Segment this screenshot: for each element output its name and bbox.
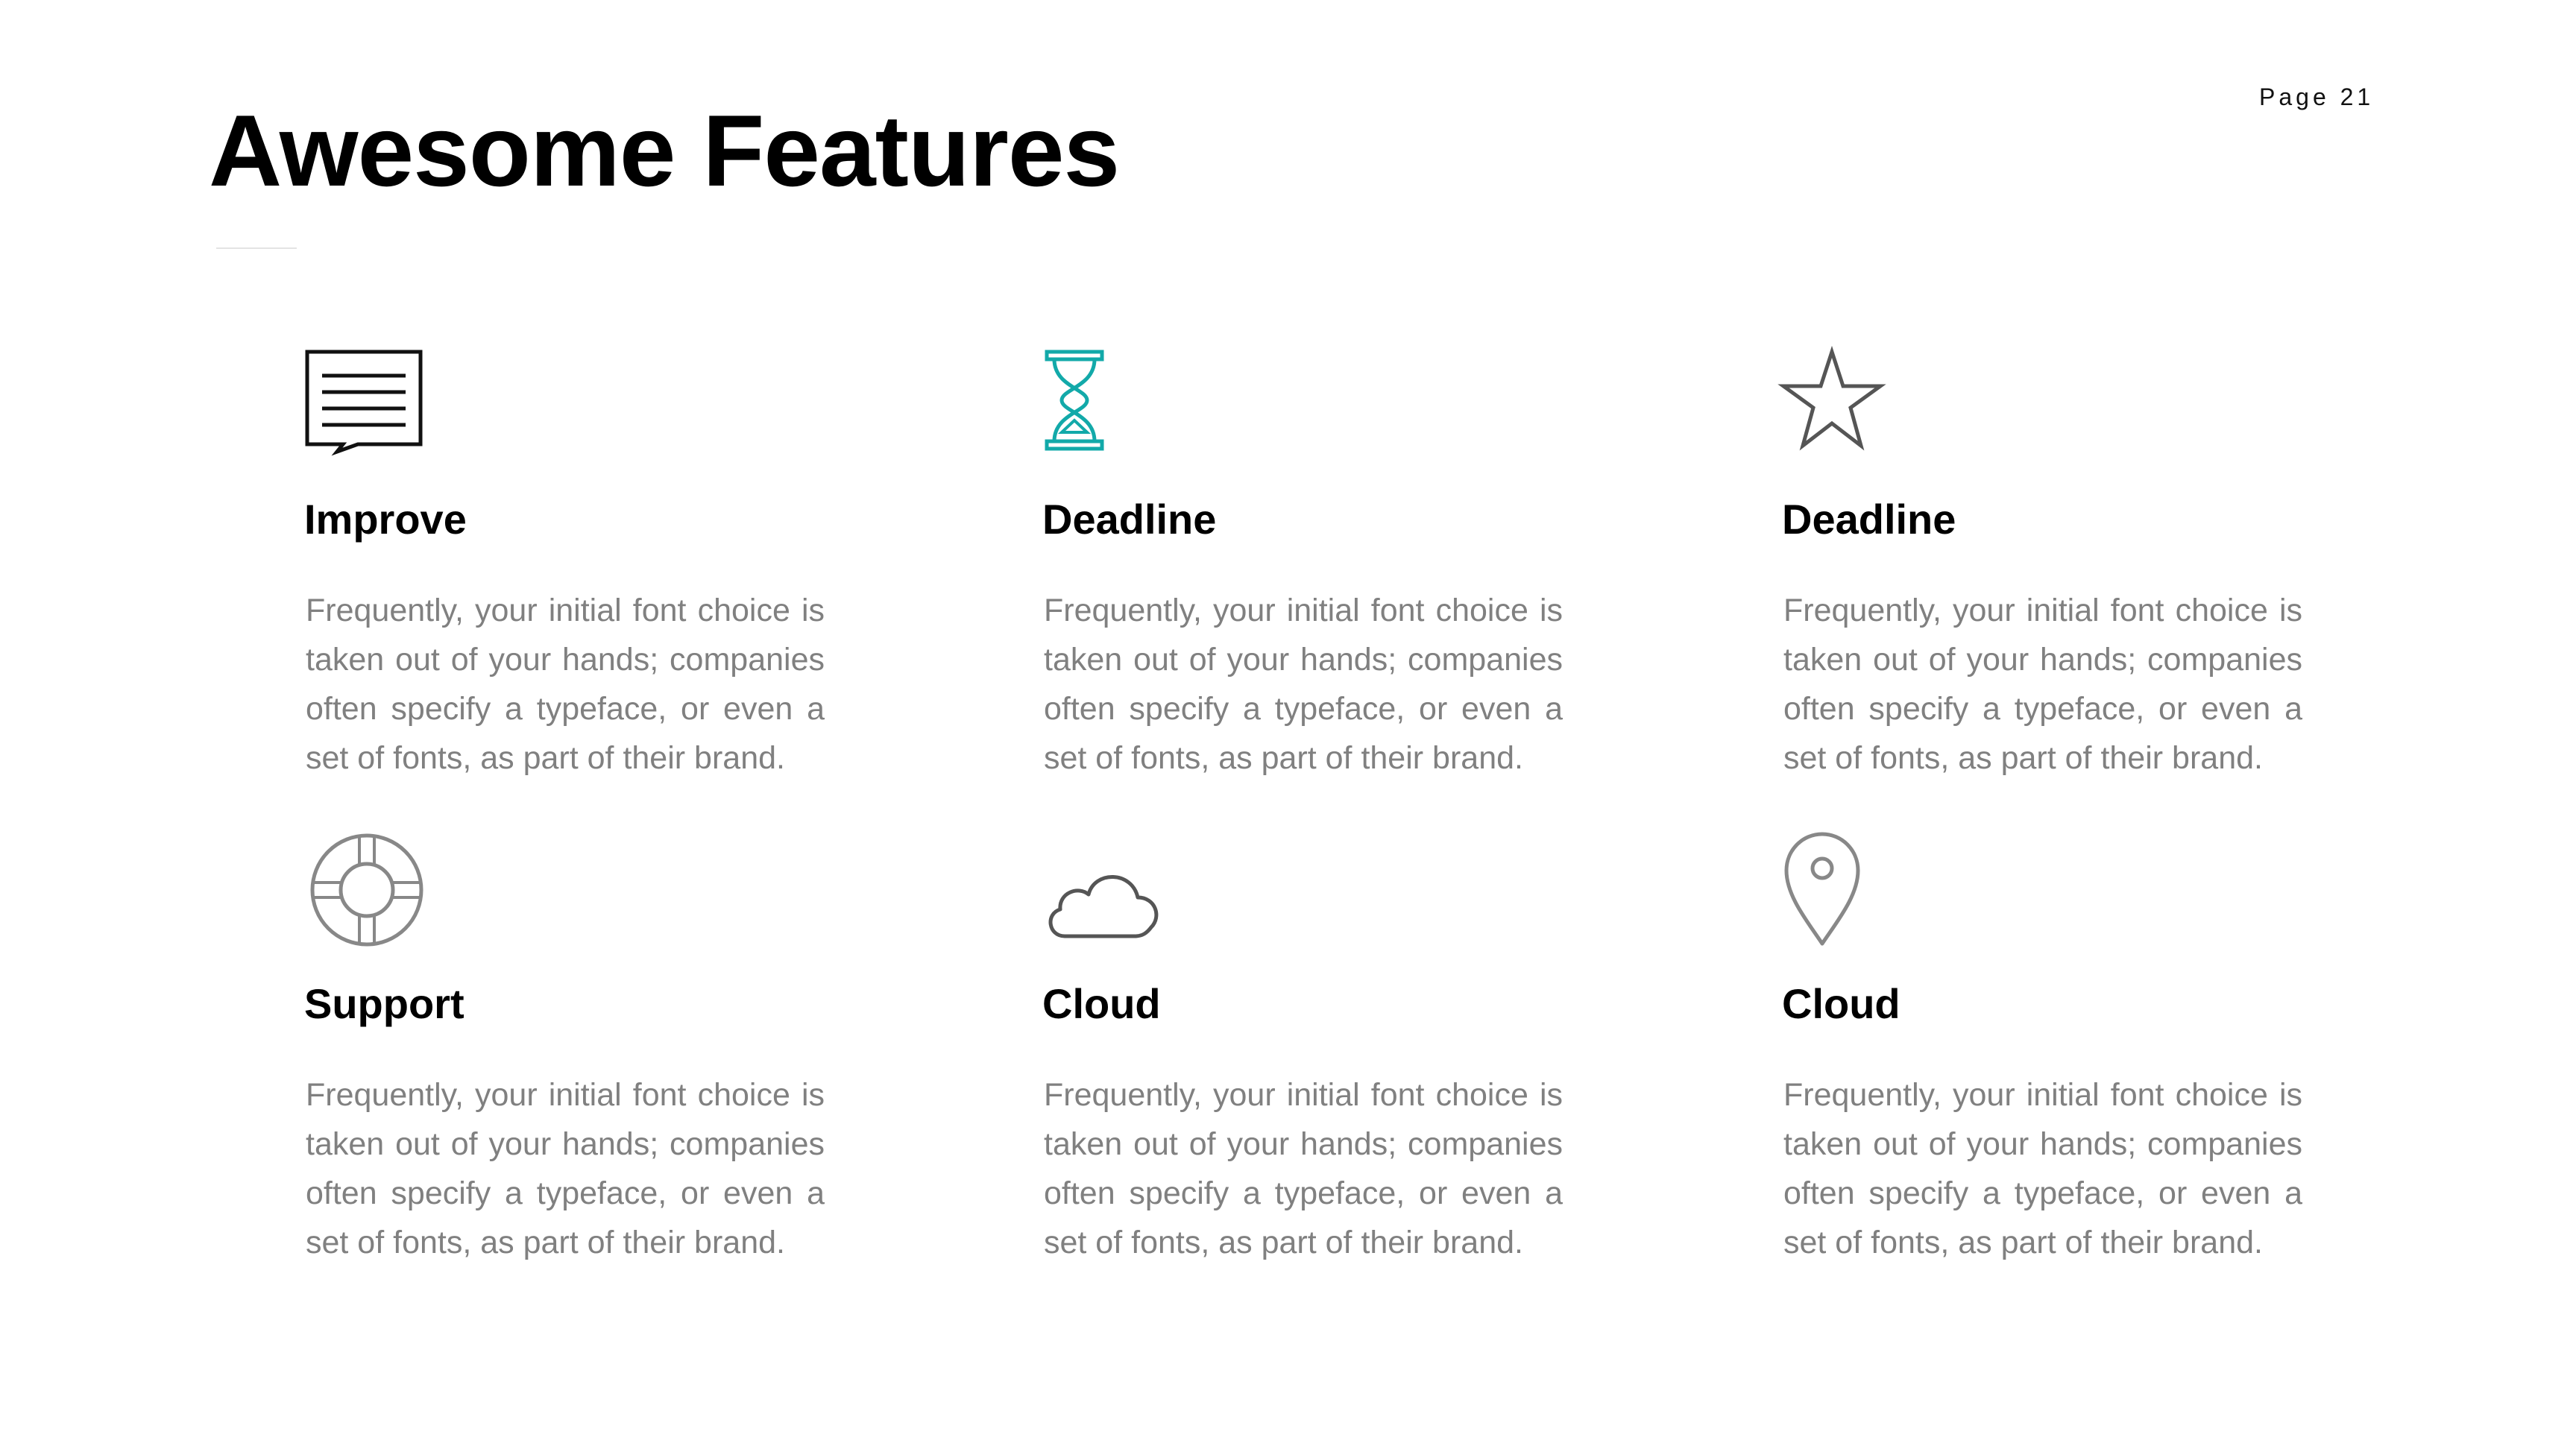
cloud-icon [1042,832,1169,944]
feature-description: Frequently, your initial font choice is taken out of your hands; companies often specify a typeface, or even a set of fonts, as part of their brand. [306,593,825,776]
map-pin-icon [1782,832,1909,944]
speech-bubble-icon [304,349,431,461]
feature-description: Frequently, your initial font choice is taken out of your hands; companies often specify a typeface, or even a set of fonts, as part of their brand. [306,1077,825,1260]
star-icon [1782,349,1909,461]
feature-description: Frequently, your initial font choice is taken out of your hands; companies often specify a typeface, or even a set of fonts, as part of their brand. [1044,1077,1563,1260]
feature-title: Support [304,980,465,1027]
feature-title: Improve [304,496,467,543]
lifebuoy-icon [304,832,431,944]
page-number: Page 21 [2259,83,2375,110]
feature-title: Cloud [1042,980,1161,1027]
feature-title: Deadline [1782,496,1956,543]
title-underline [216,247,297,249]
slide-title: Awesome Features [209,94,1120,207]
feature-title: Cloud [1782,980,1900,1027]
feature-description: Frequently, your initial font choice is taken out of your hands; companies often specify a typeface, or even a set of fonts, as part of their brand. [1783,1077,2302,1260]
feature-title: Deadline [1042,496,1217,543]
feature-description: Frequently, your initial font choice is taken out of your hands; companies often specify a typeface, or even a set of fonts, as part of their brand. [1044,593,1563,776]
hourglass-icon [1042,349,1169,461]
feature-description: Frequently, your initial font choice is taken out of your hands; companies often specify a typeface, or even a set of fonts, as part of their brand. [1783,593,2302,776]
